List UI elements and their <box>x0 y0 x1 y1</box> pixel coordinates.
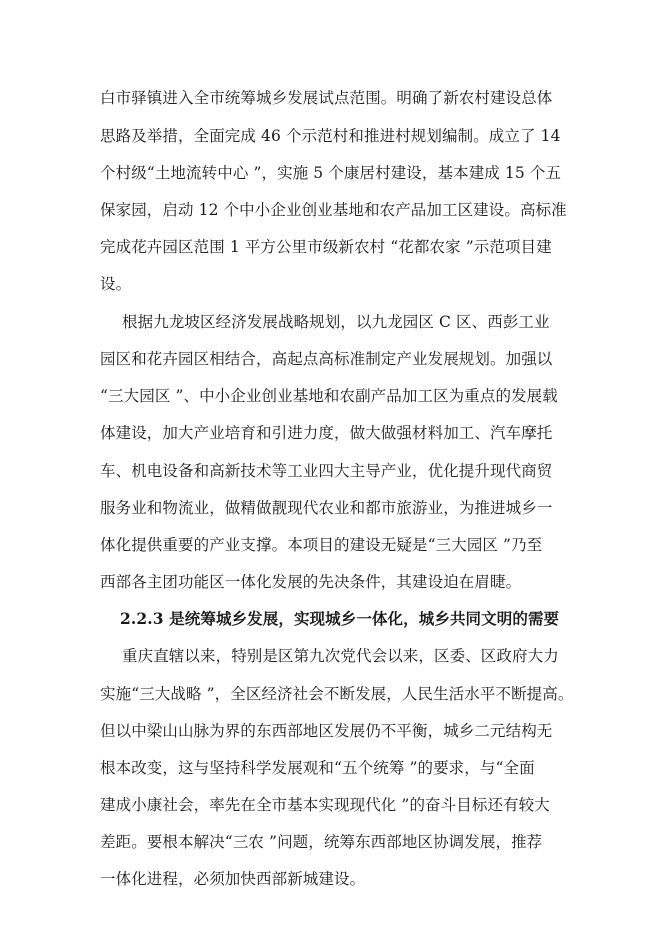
paragraph-2-line-7: 体化提供重要的产业支撑。本项目的建设无疑是“三大园区 ”乃至 <box>100 536 543 554</box>
paragraph-3-line-4: 根本改变，这与坚持科学发展观和“五个统筹 ”的要求，与“全面 <box>100 759 535 777</box>
paragraph-1-line-6: 设。 <box>100 275 132 293</box>
paragraph-2-line-5: 车、机电设备和高新技术等工业四大主导产业，优化提升现代商贸 <box>100 462 553 480</box>
paragraph-3-line-7: 一体化进程，必须加快西部新城建设。 <box>100 870 366 888</box>
paragraph-1-line-5: 完成花卉园区范围 1 平方公里市级新农村 “花都农家 ”示范项目建 <box>100 238 552 256</box>
paragraph-2-line-1: 根据九龙坡区经济发展战略规划，以九龙园区 C 区、西彭工业 <box>122 313 550 331</box>
paragraph-2-line-2: 园区和花卉园区相结合，高起点高标准制定产业发展规划。加强以 <box>100 350 553 368</box>
paragraph-3-line-3: 但以中梁山山脉为界的东西部地区发展仍不平衡，城乡二元结构无 <box>100 722 553 740</box>
paragraph-1-line-1: 白市驿镇进入全市统筹城乡发展试点范围。明确了新农村建设总体 <box>100 89 553 107</box>
paragraph-3-line-2: 实施“三大战略 ”，全区经济社会不断发展，人民生活水平不断提高。 <box>100 685 574 703</box>
paragraph-1-line-4: 保家园，启动 12 个中小企业创业基地和农产品加工区建设。高标准 <box>100 201 567 219</box>
paragraph-3-line-6: 差距。要根本解决“三农 ”问题，统筹东西部地区协调发展，推荐 <box>100 833 543 851</box>
paragraph-1-line-3: 个村级“土地流转中心 ”，实施 5 个康居村建设，基本建成 15 个五 <box>100 164 562 182</box>
paragraph-2-line-3: “三大园区 ”、中小企业创业基地和农副产品加工区为重点的发展载 <box>100 387 558 405</box>
paragraph-2-line-8: 西部各主团功能区一体化发展的先决条件，其建设迫在眉睫。 <box>100 573 522 591</box>
paragraph-3-line-1: 重庆直辖以来，特别是区第九次党代会以来，区委、区政府大力 <box>122 647 559 665</box>
paragraph-3-line-5: 建成小康社会，率先在全市基本实现现代化 ”的奋斗目标还有较大 <box>100 796 550 814</box>
paragraph-2-line-6: 服务业和物流业，做精做靓现代农业和都市旅游业，为推进城乡一 <box>100 499 553 517</box>
paragraph-2-line-4: 体建设，加大产业培育和引进力度，做大做强材料加工、汽车摩托 <box>100 424 553 442</box>
paragraph-1-line-2: 思路及举措，全面完成 46 个示范村和推进村规划编制。成立了 14 <box>100 127 561 145</box>
section-heading-2-2-3: 2.2.3 是统筹城乡发展，实现城乡一体化，城乡共同文明的需要 <box>120 609 560 628</box>
